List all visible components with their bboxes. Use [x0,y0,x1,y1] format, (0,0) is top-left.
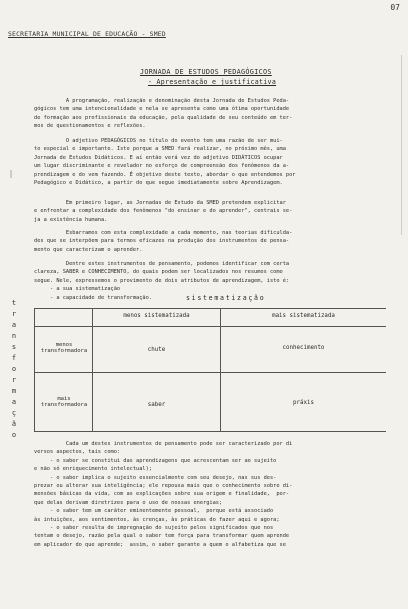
scan-mark [10,170,12,178]
closing-paragraph: Cada um destes instrumentos de pensamento pode ser caracterizado por di versos aspectos, tais como: - o saber se constitui das aprendizagens que acrescentam ser ao sujeito e não só enriquecimento intelectual); - o saber implica o sujeito essencialmente com seu desejo, nas sus des- prezar ou alterar sua inteligência; ele repousa mais que o conhecimento sobre di- mensões básicas da vida, com as explicações sobre sua origem e finalidade, por- que delas derivam diretrizes para o uso de nossas energias; - o saber tem um caráter eminentemente pessoal, porque está associado às intuições, aos sentimentos, às crenças, às práticas do fazer aqui e agora; - o saber resulta de impregnação do sujeito pelos significados que nos tentam o desejo, razão pela qual o saber tem força para transformar quem aprende em aplicador do que aprende; assim, o saber garante a quem o alfabetiza que se [34,441,293,548]
col-label-menos: menos sistematizada [123,313,190,319]
margin-letter: r [11,376,17,384]
margin-letter: a [11,398,17,406]
paragraph-3: Em primeiro lugar, as Jornadas de Estudo da SMED pretendem explicitar e enfrentar a complexidade dos fenômenos "do ensinar e do aprender", centrais se- ja a existência humana. [34,200,293,223]
sistematizacao-table [34,308,386,432]
margin-letter: o [11,365,17,373]
margin-letter: f [11,354,17,362]
row-label-mais: mais transformadora [40,396,88,408]
margin-letter: r [11,310,17,318]
margin-letter: t [11,299,17,307]
paragraph-2: O adjetivo PEDAGÓGICOS no título do evento tem uma razão de ser mui- to especial e importante. Isto porque a SMED fará realizar, no próximo mês, uma Jornada de Estudos Didáticos. E aí então verá vez do adjetivo DIDÁTICOS ocupar um lugar discriminante e revelador no esforço de compreensão dos fenômenos da a- prendizagem e do vem fazendo. É objetivo deste texto, abordar o que entendemos por Pedagógico e Didático, a partir do que segue imediatamente sobre Aprendizagem. [34,138,296,187]
table-middle-rule [35,372,386,373]
row-label-menos: menos transformadora [40,342,88,354]
margin-letter: o [11,431,17,439]
margin-letter: a [11,321,17,329]
paragraph-4: Esbarramos com esta complexidade a cada momento, nas teorias dificulda- des que se interpõem para termos eficazes na produção dos instrumentos de pensa- mento que caracterizam o aprender. [34,230,293,253]
table-header-rule [35,326,386,327]
cell-saber: saber [147,402,166,408]
scan-edge-mark [401,55,402,235]
margin-letter: m [11,387,17,395]
paragraph-1: A programação, realização e denominação desta Jornada de Estudos Peda- gógicos tem uma intencionalidade e nela se apresenta como uma ótima oportunidade de formação aos profissionais da educação, pela qualidade de seu conteúdo em ter- mos de questionamentos e reflexões. [34,98,293,130]
margin-letter: n [11,332,17,340]
margin-letter: ã [11,420,17,428]
cell-conhecimento: conhecimento [282,345,325,351]
document-title: JORNADA DE ESTUDOS PEDAGÓGICOS [140,68,272,76]
margin-vertical-label [9,298,19,441]
document-subtitle: - Apresentação e justificativa [148,78,277,86]
margin-letter: ç [11,409,17,417]
table-bottom-rule [35,431,386,432]
table-column-divider [220,308,221,432]
cell-chute: chute [147,347,166,353]
table-top-rule [35,308,386,309]
margin-letter: s [11,343,17,351]
cell-praxis: práxis [293,400,314,406]
table-heading: sistematização [186,294,266,302]
table-label-divider [92,308,93,432]
paragraph-5: Dentre estes instrumentos de pensamento, podemos identificar com certa clareza, SABER e CONHECIMENTO, do quais podem ser localizados nos resumos como segue. Nele, expressemos o provimento de dois atributos de aprendizagem, isto é: - a sua sistematização - a capacidade de transformação. [34,261,290,301]
col-label-mais: mais sistematizada [272,313,335,319]
page-number: 07 [390,3,400,12]
header-institution: SECRETARIA MUNICIPAL DE EDUCAÇÃO - SMED [8,30,166,38]
